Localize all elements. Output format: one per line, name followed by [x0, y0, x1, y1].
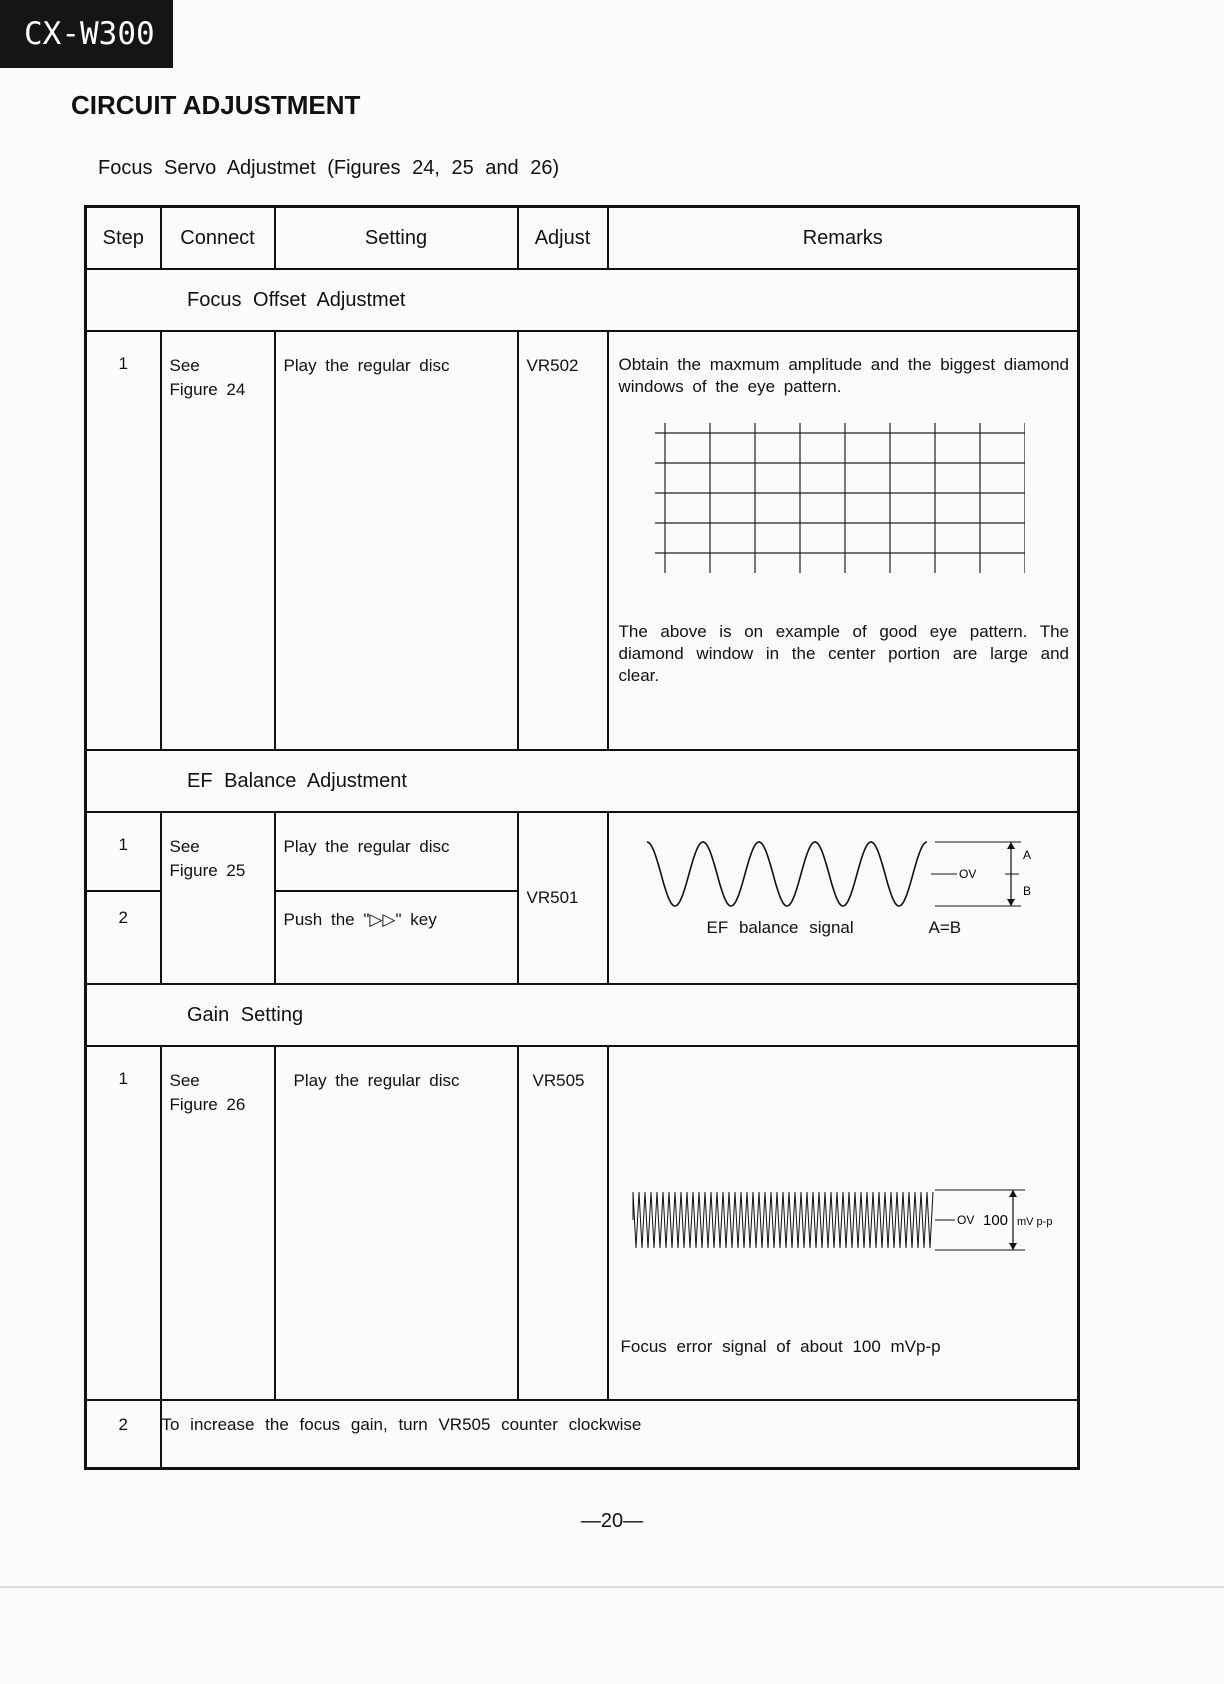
page-title: CIRCUIT ADJUSTMENT — [71, 90, 361, 120]
table-row — [86, 331, 1079, 750]
connect-cell: See Figure 26 — [161, 1046, 275, 1400]
column-header-setting: Setting — [275, 207, 518, 270]
step-cell: 2 — [86, 891, 161, 984]
section-focus-offset — [86, 269, 1079, 331]
ab-equation-label: A=B — [928, 918, 962, 937]
table-row — [86, 1046, 1079, 1400]
remarks-text: The above is on example of good eye pattern. The diamond window in the center portion are large and clear. — [618, 622, 1069, 685]
focus-error-signal-figure — [625, 1182, 1075, 1262]
step-cell: 1 — [86, 331, 161, 750]
adjust-cell: VR502 — [518, 331, 608, 750]
section-title: Focus Offset Adjustmet — [86, 269, 1079, 331]
amplitude-unit: mV p-p — [1016, 1216, 1052, 1228]
column-header-connect: Connect — [161, 207, 275, 270]
page-subtitle: Focus Servo Adjustmet (Figures 24, 25 and 26) — [98, 157, 560, 179]
adjustment-table — [84, 205, 1080, 1470]
remarks-cell — [608, 1046, 1079, 1400]
column-header-step: Step — [86, 207, 161, 270]
setting-cell: Play the regular disc — [275, 331, 518, 750]
marker-a-label: A — [1022, 848, 1031, 862]
section-title: EF Balance Adjustment — [86, 750, 1079, 812]
setting-cell: Push the "▷▷" key — [275, 891, 518, 984]
column-header-remarks: Remarks — [608, 207, 1079, 270]
step-cell: 1 — [86, 1046, 161, 1400]
section-ef-balance — [86, 750, 1079, 812]
table-header-row — [86, 207, 1079, 270]
step-cell: 1 — [86, 812, 161, 891]
zero-volt-label: OV — [956, 1213, 974, 1227]
ef-balance-signal-label: EF balance signal — [706, 918, 854, 937]
adjust-cell: VR505 — [518, 1046, 608, 1400]
marker-b-label: B — [1022, 884, 1031, 898]
zero-volt-label: OV — [958, 867, 976, 881]
section-gain-setting — [86, 984, 1079, 1046]
setting-cell: Play the regular disc — [275, 812, 518, 891]
page-edge-divider — [0, 1586, 1224, 1588]
table-row — [86, 1400, 1079, 1469]
ef-balance-figure — [645, 829, 1045, 919]
setting-cell: Play the regular disc — [275, 1046, 518, 1400]
section-title: Gain Setting — [86, 984, 1079, 1046]
connect-cell: See Figure 25 — [161, 812, 275, 984]
table-row — [86, 812, 1079, 891]
amplitude-value: 100 — [982, 1212, 1008, 1229]
column-header-adjust: Adjust — [518, 207, 608, 270]
remarks-text: Obtain the maxmum amplitude and the biggest diamond windows of the eye pattern. — [618, 355, 1069, 396]
connect-cell: See Figure 24 — [161, 331, 275, 750]
eye-pattern-figure — [655, 423, 1025, 593]
remarks-cell — [608, 331, 1079, 750]
model-tag: CX-W300 — [0, 0, 173, 68]
page-number: —20— — [580, 1510, 644, 1532]
remarks-cell — [608, 812, 1079, 984]
final-instruction: To increase the focus gain, turn VR505 counter clockwise — [161, 1400, 1079, 1469]
focus-error-signal-label: Focus error signal of about 100 mVp-p — [620, 1337, 941, 1356]
step-cell: 2 — [86, 1400, 161, 1469]
adjust-cell: VR501 — [518, 812, 608, 984]
